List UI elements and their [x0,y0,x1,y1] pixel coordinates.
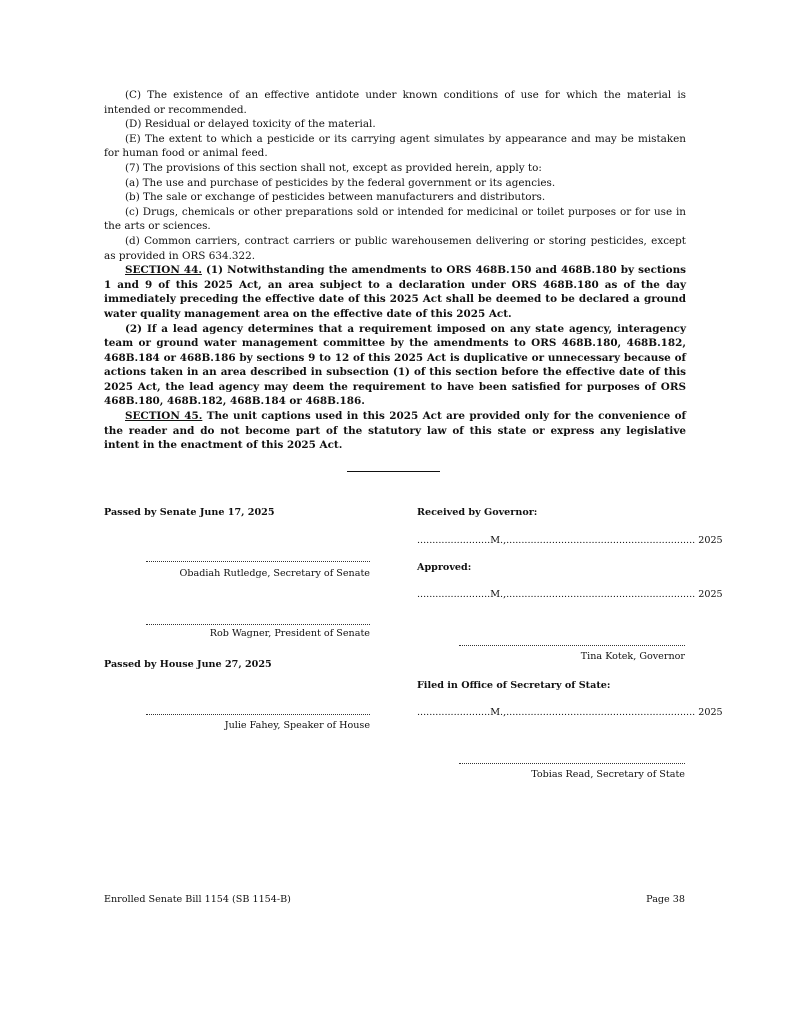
footer-bill-id: Enrolled Senate Bill 1154 (SB 1154-B) [104,894,291,905]
paragraph-7a: (a) The use and purchase of pesticides by the federal government or its agencies. [125,176,556,189]
paragraph-e: (E) The extent to which a pesticide or its carrying agent simulates by appearance and may be mistaken for human food or animal feed. [104,132,686,160]
section-44-paragraph-1 [104,263,686,321]
received-governor-label: Received by Governor: [417,507,538,518]
section-45-paragraph [104,409,686,453]
filed-secretary-label: Filed in Office of Secretary of State: [417,680,611,691]
section-44-text: (1) Notwithstanding the amendments to ORS 468B.150 and 468B.180 by sections 1 and 9 of this 2025 Act, an area subject to a declaration under ORS 468B.180 as of the day immediately preceding the effective date of this 2025 Act shall be deemed to be declared a ground water quality management area on the effective date of this 2025 Act. [104,264,686,320]
governor-name: Tina Kotek, Governor [580,651,685,662]
approved-date-line: ........................M.,.............................................................. 2025 [417,589,723,600]
paragraph-7: (7) The provisions of this section shall not, except as provided herein, apply to: [125,161,542,174]
paragraph-d: (D) Residual or delayed toxicity of the material. [125,118,376,131]
bill-body-text [104,88,686,453]
passed-senate-label: Passed by Senate June 17, 2025 [104,507,275,518]
senate-president-signature-line [146,624,370,625]
paragraph-7d: (d) Common carriers, contract carriers or public warehousemen delivering or storing pesticides, except as provided in ORS 634.322. [104,234,686,262]
footer-page-number: Page 38 [646,894,685,905]
section-45-heading: SECTION 45. [125,410,203,423]
passed-house-label: Passed by House June 27, 2025 [104,659,272,670]
senate-secretary-name: Obadiah Rutledge, Secretary of Senate [179,568,370,579]
section-44-heading: SECTION 44. [125,264,202,277]
house-speaker-name: Julie Fahey, Speaker of House [224,720,370,731]
secretary-of-state-name: Tobias Read, Secretary of State [531,769,685,780]
received-date-line: ........................M.,.............................................................. 2025 [417,535,723,546]
secretary-of-state-signature-line [459,763,685,764]
paragraph-7c: (c) Drugs, chemicals or other preparations sold or intended for medicinal or toilet purposes or for use in the arts or sciences. [104,205,686,233]
paragraph-c: (C) The existence of an effective antidote under known conditions of use for which the material is intended or recommended. [104,89,686,116]
section-45-text: The unit captions used in this 2025 Act are provided only for the convenience of the reader and do not become part of the statutory law of this state or express any legislative intent in the enactment of this 2025 Act. [104,410,686,452]
senate-president-name: Rob Wagner, President of Senate [209,628,370,639]
end-rule [347,471,440,472]
house-speaker-signature-line [146,714,370,715]
senate-secretary-signature-line [146,561,370,562]
filed-date-line: ........................M.,.............................................................. 2025 [417,707,723,718]
approved-label: Approved: [417,562,472,573]
governor-signature-line [459,645,685,646]
section-44-paragraph-2: (2) If a lead agency determines that a requirement imposed on any state agency, interagency team or ground water management committee by the amendments to ORS 468B.180, 468B.182, 468B.184 or 468B.186 by sections 9 to 12 of this 2025 Act is duplicative or unnecessary because of actions taken in an area described in subsection (1) of this section before the effective date of this 2025 Act, the lead agency may deem the requirement to have been satisfied for purposes of ORS 468B.180, 468B.182, 468B.184 or 468B.186. [104,322,686,408]
paragraph-7b: (b) The sale or exchange of pesticides between manufacturers and distributors. [125,191,546,204]
